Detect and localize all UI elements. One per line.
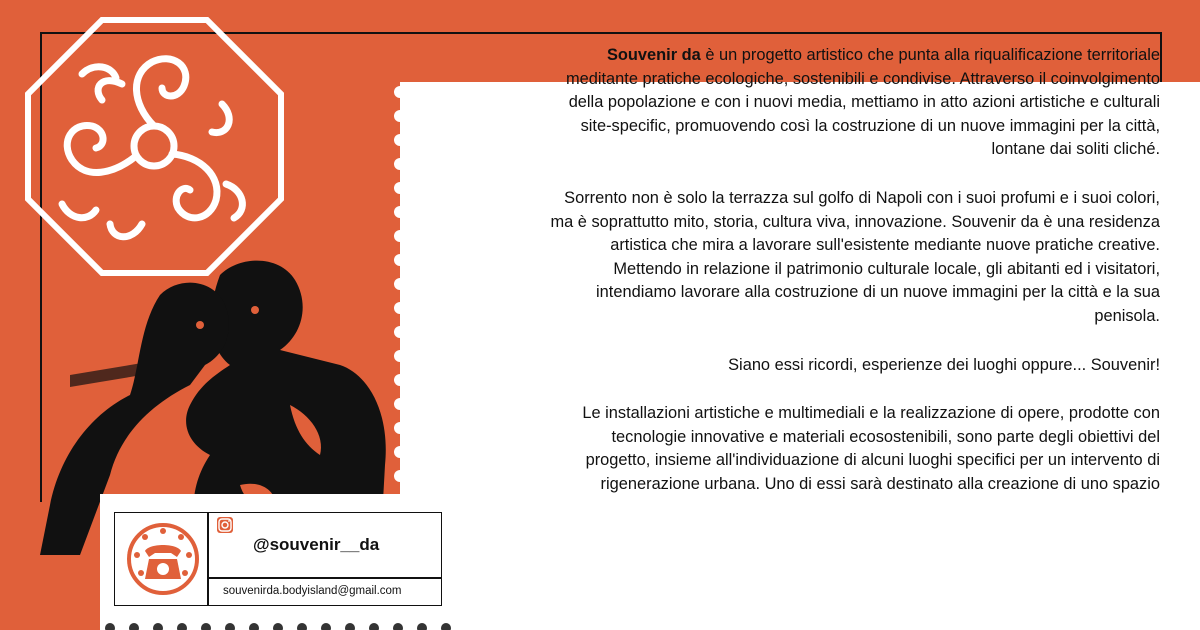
- description-text: [440, 44, 1160, 522]
- instagram-handle[interactable]: @souvenir__da: [253, 535, 380, 554]
- paragraph-3: Siano essi ricordi, esperienze dei luoghi oppure... Souvenir!: [728, 355, 1160, 374]
- brand-name: Souvenir da: [606, 46, 701, 64]
- contact-card: [100, 494, 452, 630]
- rotary-phone-icon: [125, 517, 201, 601]
- triskelion-spiral-icon: [22, 14, 287, 279]
- paragraph-2: Sorrento non è solo la terrazza sul golfo di Napoli con i suoi profumi e i suoi colori, ma è soprattutto mito, storia, cultura viva, innovazione. Souvenir da è una residenza artistica che mira a lavorare sull'esistente mediante nuove pratiche creative. Mettendo in relazione il patrimonio culturale locale, gli abitanti ed i visitatori, intendiamo lavorare alla costruzione di un nuove immagini per la città e la sua penisola.: [550, 188, 1160, 325]
- paragraph-1: Souvenir da è un progetto artistico che punta alla riqualificazione territoriale meditante pratiche ecologiche, sostenibili e condivise. Attraverso il coinvolgimento della popolazione e con i nuovi media, mettiamo in atto azioni artistiche e culturali site-specific, promuovendo così la costruzione di un nuove immagini per la città, lontane dai soliti cliché.: [565, 46, 1160, 159]
- stamp-bottom-edge: [100, 612, 452, 630]
- contact-card-frame: [114, 512, 442, 606]
- card-divider-vertical: [207, 513, 209, 605]
- contact-email[interactable]: souvenirda.bodyisland@gmail.com: [223, 585, 402, 597]
- instagram-icon[interactable]: [217, 517, 233, 533]
- card-divider-horizontal: [207, 577, 441, 579]
- paragraph-4: Le installazioni artistiche e multimediali e la realizzazione di opere, prodotte con tecnologie innovative e materiali ecosostenibili, sono parte degli obiettivi del progetto, insieme all'individuazione di alcuni luoghi specifici per un intervento di rigenerazione urbana. Uno di essi sarà destinato alla creazione di uno spazio: [582, 404, 1160, 493]
